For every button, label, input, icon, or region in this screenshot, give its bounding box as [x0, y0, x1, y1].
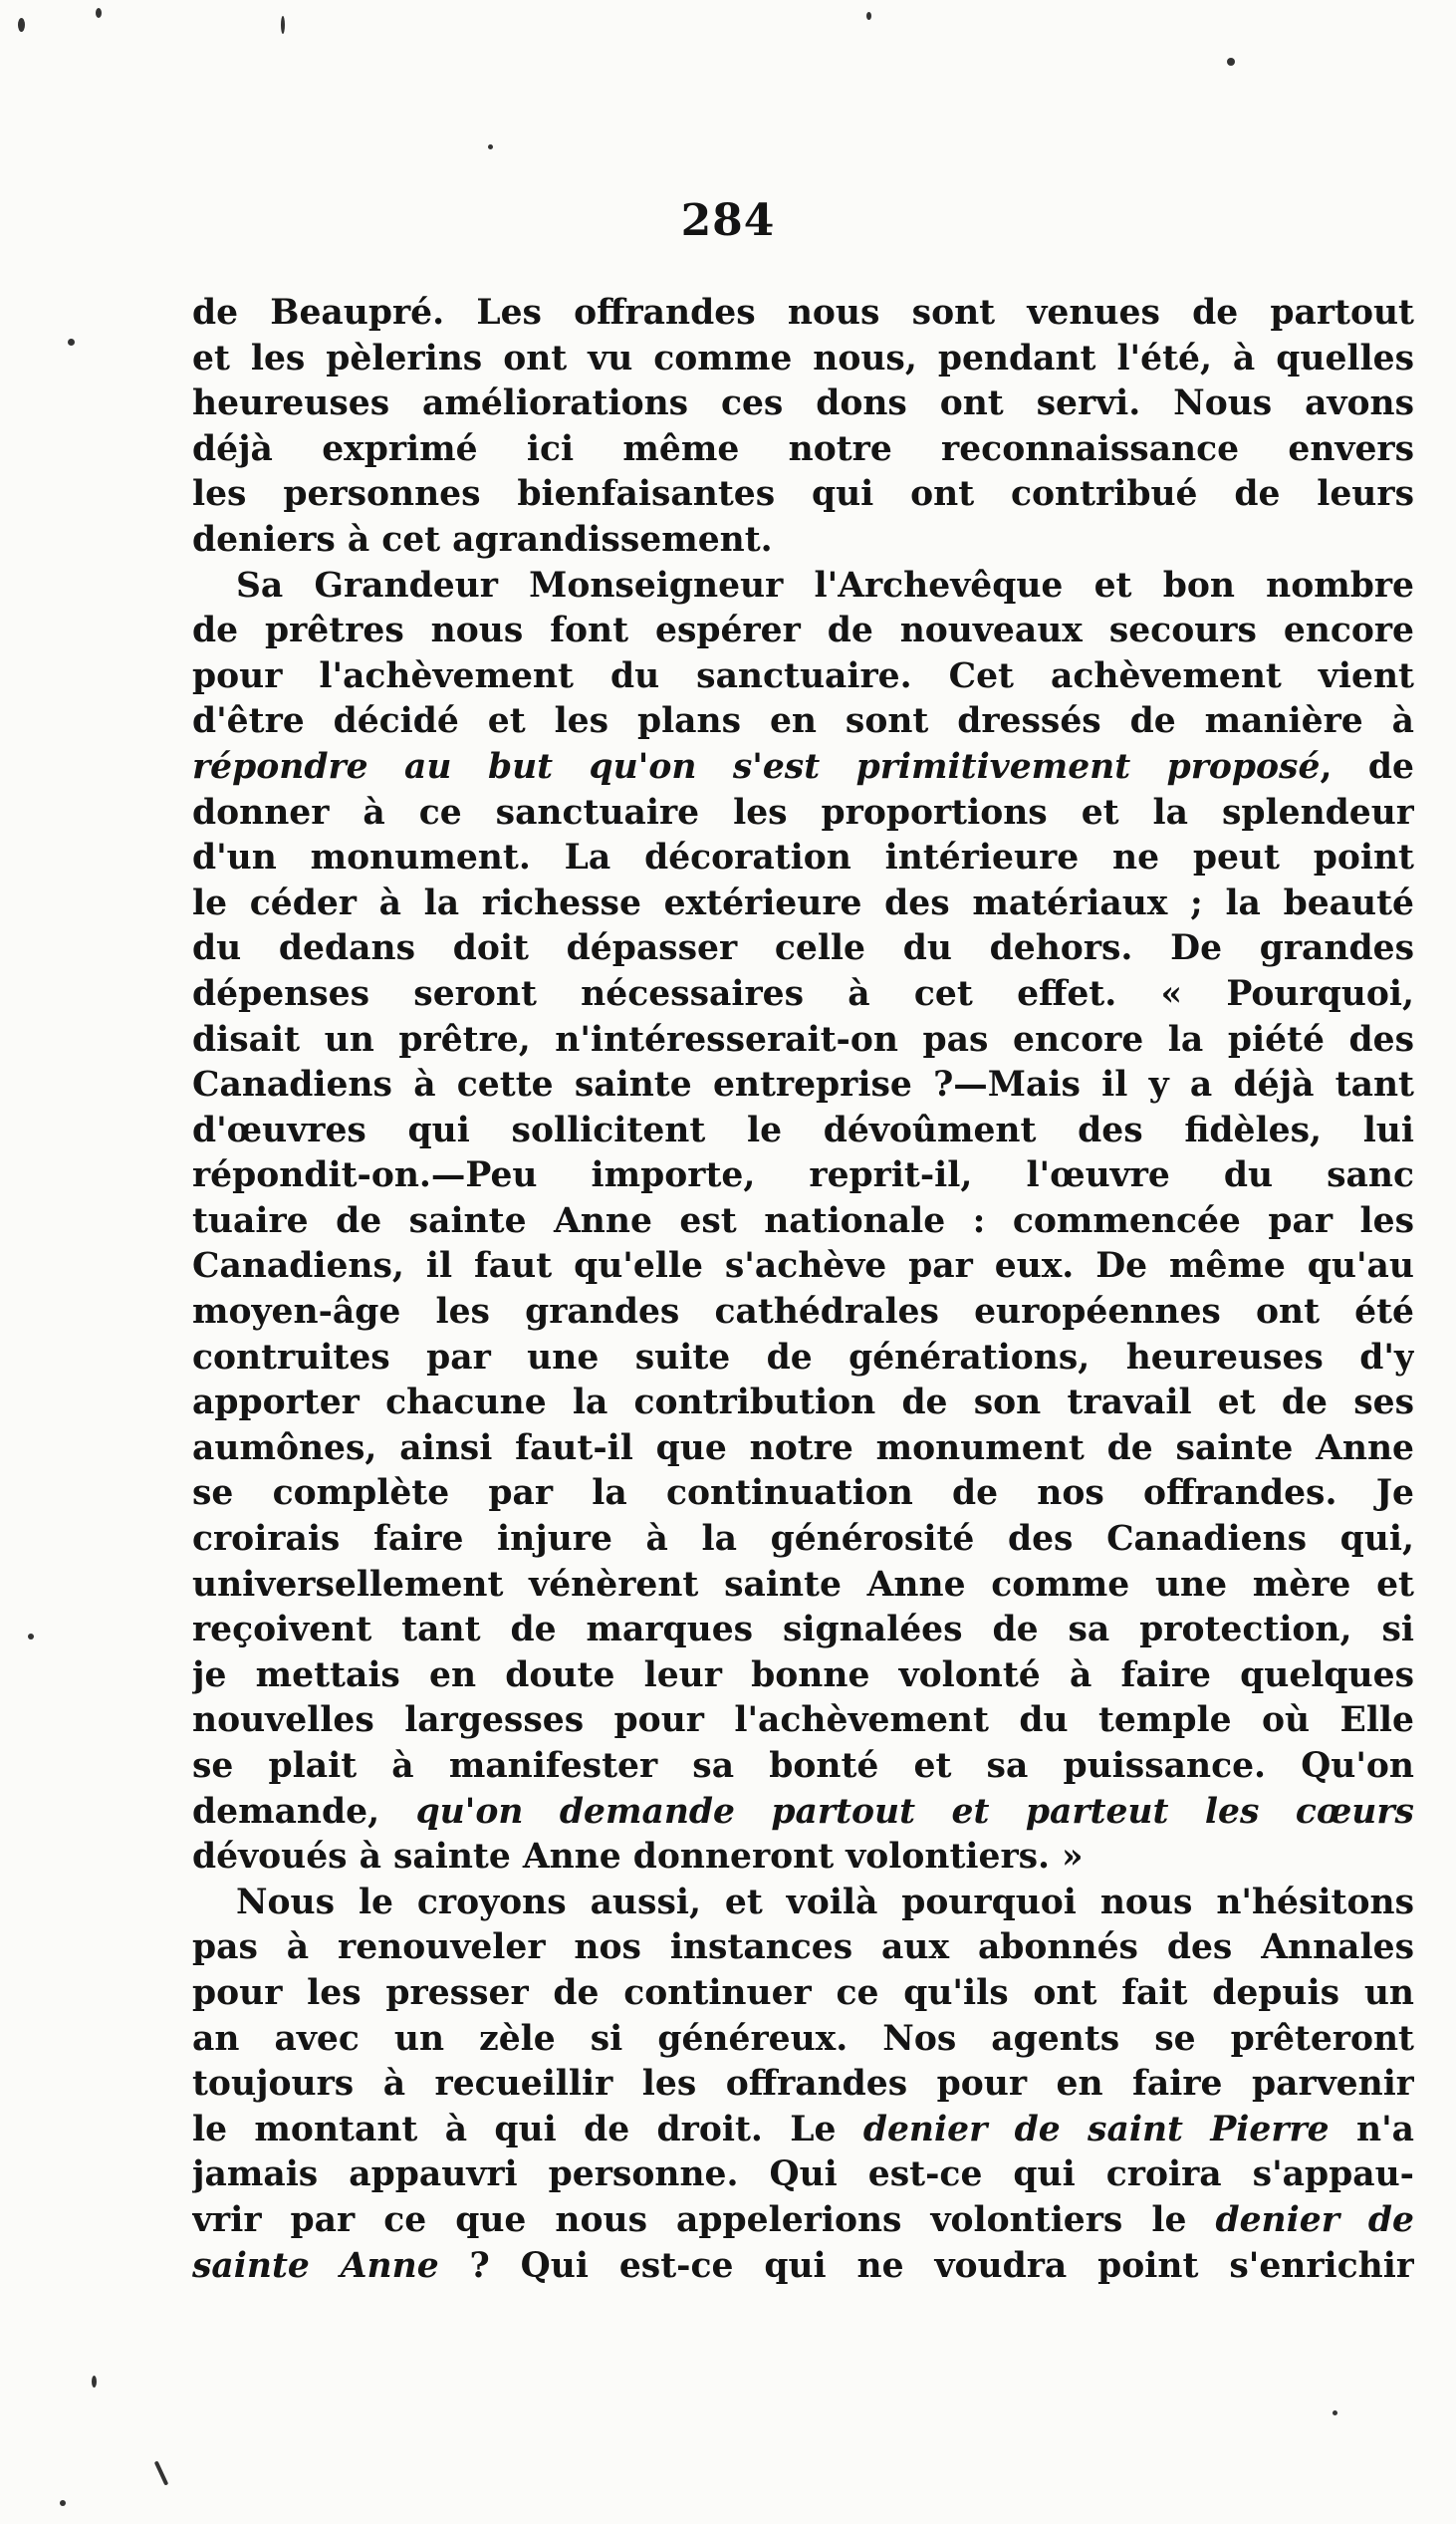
- text-segment: demande,: [192, 1791, 416, 1832]
- text-line: pour l'achèvement du sanctuaire. Cet achèvement vient: [192, 655, 1414, 696]
- text-line: donner à ce sanctuaire les proportions et la splendeur: [192, 792, 1414, 833]
- text-line: reçoivent tant de marques signalées de sa protection, si: [192, 1610, 1414, 1650]
- text-line: tuaire de sainte Anne est nationale : commencée par les: [192, 1200, 1414, 1241]
- text-line: [192, 2198, 1414, 2244]
- text-line: an avec un zèle si généreux. Nos agents se prêteront: [192, 2018, 1414, 2059]
- text-line: contruites par une suite de générations, heureuses d'y: [192, 1337, 1414, 1378]
- text-line: moyen-âge les grandes cathédrales européennes ont été: [192, 1292, 1414, 1333]
- text-line: pour les presser de continuer ce qu'ils ont fait depuis un: [192, 1972, 1414, 2013]
- text-line: de prêtres nous font espérer de nouveaux secours encore: [192, 611, 1414, 651]
- scan-speck: [281, 16, 285, 34]
- text-line: Nous le croyons aussi, et voilà pourquoi nous n'hésitons: [236, 1882, 1414, 1922]
- italic-text: répondre au but qu'on s'est primitivement proposé: [192, 746, 1321, 787]
- text-line: d'être décidé et les plans en sont dressés de manière à: [192, 701, 1414, 742]
- italic-text: denier de saint Pierre: [862, 2109, 1330, 2149]
- scan-speck: [92, 2376, 97, 2388]
- scan-speck: [154, 2460, 169, 2485]
- text-line: toujours à recueillir les offrandes pour en faire parvenir: [192, 2064, 1414, 2105]
- text-line: apporter chacune la contribution de son travail et de ses: [192, 1383, 1414, 1423]
- text-line: répondit-on.—Peu importe, reprit-il, l'œuvre du sanc: [192, 1155, 1414, 1196]
- text-line: de Beaupré. Les offrandes nous sont venues de partout: [192, 293, 1414, 333]
- text-line: [192, 1790, 1414, 1836]
- scan-speck: [866, 12, 871, 20]
- text-line: nouvelles largesses pour l'achèvement du temple où Elle: [192, 1700, 1414, 1741]
- scan-speck: [1227, 58, 1235, 66]
- text-line: pas à renouveler nos instances aux abonnés des Annales: [192, 1927, 1414, 1968]
- page-number: 284: [680, 195, 776, 246]
- text-line: et les pèlerins ont vu comme nous, pendant l'été, à quelles: [192, 338, 1414, 379]
- text-segment: ? Qui est-ce qui ne voudra point s'enrichir: [438, 2245, 1414, 2286]
- text-segment: n'a: [1329, 2109, 1414, 2149]
- text-line: aumônes, ainsi faut-il que notre monument de sainte Anne: [192, 1427, 1414, 1468]
- text-line: deniers à cet agrandissement.: [192, 519, 773, 560]
- scan-speck: [68, 339, 75, 346]
- text-line: d'un monument. La décoration intérieure ne peut point: [192, 838, 1414, 879]
- text-line: disait un prêtre, n'intéresserait-on pas encore la piété des: [192, 1019, 1414, 1060]
- italic-text: sainte Anne: [192, 2245, 439, 2286]
- text-line: [192, 745, 1414, 791]
- text-line: Sa Grandeur Monseigneur l'Archevêque et bon nombre: [236, 565, 1414, 606]
- text-line: heureuses améliorations ces dons ont servi. Nous avons: [192, 383, 1414, 424]
- text-line: jamais appauvri personne. Qui est-ce qui croira s'appau-: [192, 2154, 1414, 2195]
- text-line: d'œuvres qui sollicitent le dévoûment des fidèles, lui: [192, 1110, 1414, 1150]
- text-line: [192, 2244, 1414, 2290]
- text-line: dévoués à sainte Anne donneront volontiers. »: [192, 1837, 1084, 1878]
- text-segment: le montant à qui de droit. Le: [192, 2109, 863, 2149]
- text-line: je mettais en doute leur bonne volonté à faire quelques: [192, 1654, 1414, 1695]
- scan-speck: [488, 144, 493, 149]
- body-text: [192, 291, 1414, 2289]
- text-segment: , de: [1320, 746, 1414, 787]
- text-line: le céder à la richesse extérieure des matériaux ; la beauté: [192, 883, 1414, 923]
- text-line: croirais faire injure à la générosité des Canadiens qui,: [192, 1519, 1414, 1560]
- text-line: universellement vénèrent sainte Anne comme une mère et: [192, 1564, 1414, 1605]
- text-line: les personnes bienfaisantes qui ont contribué de leurs: [192, 474, 1414, 515]
- scan-speck: [1333, 2410, 1337, 2415]
- text-line: se complète par la continuation de nos offrandes. Je: [192, 1473, 1414, 1514]
- text-segment: vrir par ce que nous appelerions volontiers le: [192, 2199, 1216, 2240]
- scan-speck: [96, 8, 102, 18]
- scan-speck: [60, 2500, 66, 2506]
- text-line: Canadiens, il faut qu'elle s'achève par eux. De même qu'au: [192, 1246, 1414, 1287]
- italic-text: qu'on demande partout et parteut les cœurs: [415, 1791, 1414, 1832]
- text-line: Canadiens à cette sainte entreprise ?—Mais il y a déjà tant: [192, 1065, 1414, 1106]
- text-line: [192, 2108, 1414, 2153]
- scan-speck: [18, 18, 25, 32]
- text-line: dépenses seront nécessaires à cet effet. « Pourquoi,: [192, 973, 1414, 1014]
- text-line: déjà exprimé ici même notre reconnaissance envers: [192, 428, 1414, 469]
- scan-speck: [28, 1634, 34, 1640]
- italic-text: denier de: [1215, 2199, 1414, 2240]
- text-line: se plait à manifester sa bonté et sa puissance. Qu'on: [192, 1746, 1414, 1786]
- text-line: du dedans doit dépasser celle du dehors. De grandes: [192, 928, 1414, 969]
